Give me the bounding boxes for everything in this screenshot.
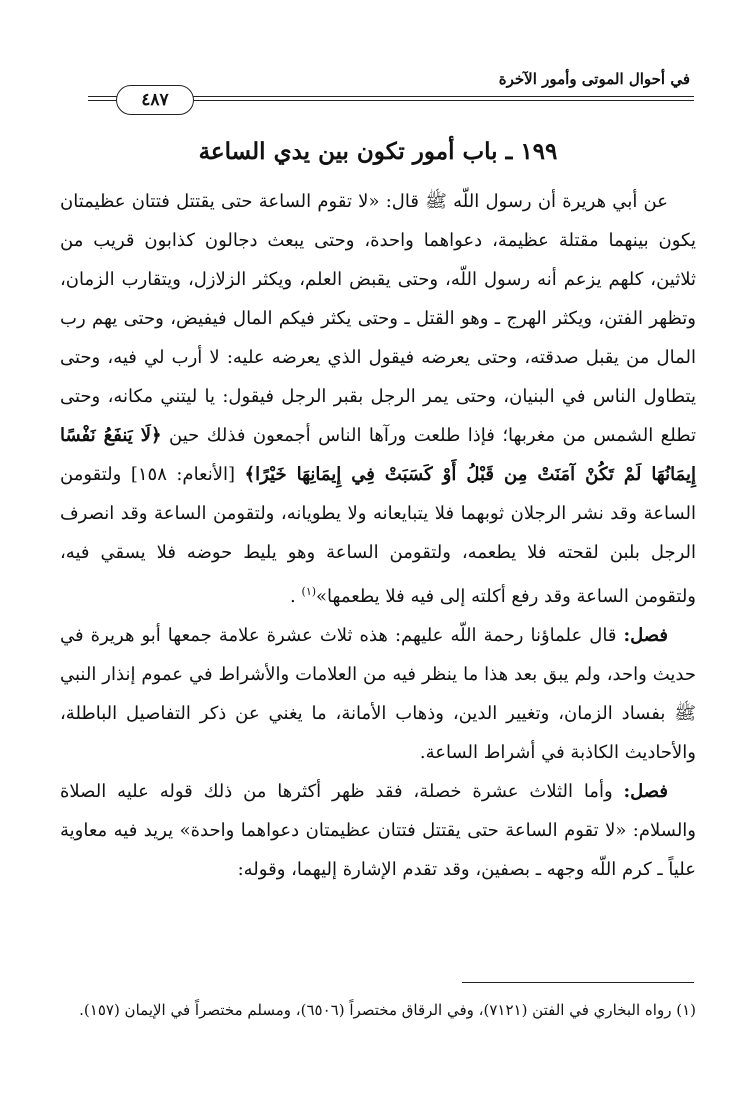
footnote-rule bbox=[462, 982, 694, 983]
fasl-paragraph-1 bbox=[60, 616, 696, 772]
header-rule bbox=[190, 96, 694, 101]
fasl-text: قال علماؤنا رحمة اللّه عليهم: هذه ثلاث عشرة علامة جمعها أبو هريرة في حديث واحد، ولم يبق بعد هذا ما ينظر فيه من العلامات والأشراط في عموم إنذار النبي ﷺ بفساد الزمان، وتغيير الدين، وذهاب الأمانة، ما يغني عن ذكر التفاصيل الباطلة، والأحاديث الكاذبة في أشراط الساعة. bbox=[60, 625, 696, 763]
quran-verse: ﴿لَا يَنفَعُ نَفْسًا إِيمَانُهَا لَمْ تَكُنْ آمَنَتْ مِن قَبْلُ أَوْ كَسَبَتْ فِي إِيمَانِهَا خَيْرًا﴾ bbox=[60, 425, 697, 485]
fasl-label: فصل: bbox=[623, 625, 668, 646]
header-rule-left bbox=[88, 96, 118, 101]
page-number: ٤٨٧ bbox=[116, 85, 194, 115]
end-mark: . bbox=[290, 586, 296, 607]
fasl-paragraph-2 bbox=[60, 772, 696, 889]
main-text bbox=[60, 182, 696, 889]
hadith-text-part-2: ولتقومن الساعة وقد نشر الرجلان ثوبهما فلا يتبايعانه ولا يطويانه، ولتقومن الساعة وقد انصرف الرجل بلبن لقحته فلا يطعمه، ولتقومن الساعة وهو يليط حوضه فلا يسقي فيه، ولتقومن الساعة وقد رفع أكلته إلى فيه فلا يطعمها» bbox=[60, 464, 696, 607]
hadith-paragraph bbox=[60, 182, 696, 616]
running-title: في أحوال الموتى وأمور الآخرة bbox=[498, 70, 690, 88]
quran-reference: [الأنعام: ١٥٨] bbox=[130, 464, 236, 485]
chapter-title: ١٩٩ ـ باب أمور تكون بين يدي الساعة bbox=[198, 138, 558, 165]
footnote-marker: (١) bbox=[301, 585, 317, 598]
footnote bbox=[60, 995, 696, 1025]
fasl-label: فصل: bbox=[623, 781, 668, 802]
hadith-text-part-1: عن أبي هريرة أن رسول اللّه ﷺ قال: «لا تقوم الساعة حتى يقتتل فتتان عظيمتان يكون بينهما مقتلة عظيمة، دعواهما واحدة، وحتى يبعث دجالون كذابون قريب من ثلاثين، كلهم يزعم أنه رسول اللّه، وحتى يقبض العلم، ويكثر الزلازل، ويتقارب الزمان، وتظهر الفتن، ويكثر الهرج ـ وهو القتل ـ وحتى يكثر فيكم المال فيفيض، وحتى يهم رب المال من يقبل صدقته، وحتى يعرضه فيقول الذي يعرضه عليه: لا أرب لي فيه، وحتى يتطاول الناس في البنيان، وحتى يمر الرجل بقبر الرجل فيقول: يا ليتني مكانه، وحتى تطلع الشمس من مغربها؛ فإذا طلعت ورآها الناس أجمعون فذلك حين bbox=[60, 191, 696, 446]
footnote-text: (١) رواه البخاري في الفتن (٧١٢١)، وفي الرقاق مختصراً (٦٥٠٦)، ومسلم مختصراً في الإيمان (١٥٧). bbox=[79, 1001, 696, 1019]
fasl-text: وأما الثلاث عشرة خصلة، فقد ظهر أكثرها من ذلك قوله عليه الصلاة والسلام: «لا تقوم الساعة حتى يقتتل فتتان عظيمتان دعواهما واحدة» يريد فيه معاوية علياً ـ كرم اللّه وجهه ـ بصفين، وقد تقدم الإشارة إليهما، وقوله: bbox=[60, 781, 696, 880]
